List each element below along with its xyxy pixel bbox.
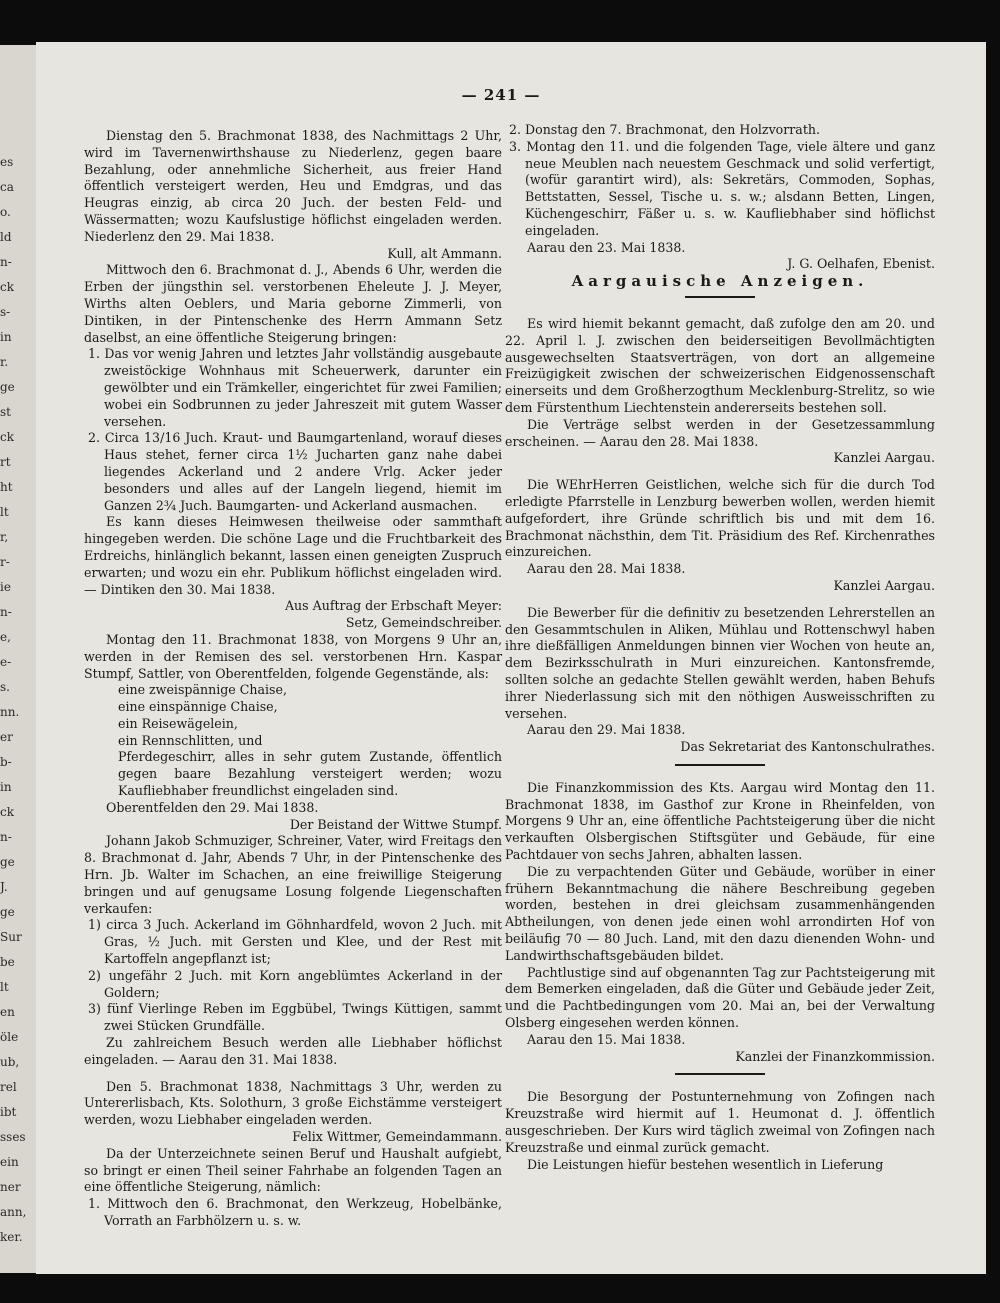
margin-fragment: lt [0, 505, 9, 519]
margin-fragment: ibt [0, 1105, 17, 1119]
left-column-para: Mittwoch den 6. Brachmonat d. J., Abends 6 Uhr, werden die Erben der jüngsthin sel. verstorbenen Eheleute J. J. Meyer, Wirths alten Oeblers, und Maria geborne Zimmerli, von Dintiken, in der Pintenschenke des Herrn Ammann Setz daselbst, an eine öffentliche Steigerung bringen: [84, 262, 502, 345]
left-column-para: Zu zahlreichem Besuch werden alle Liebhaber höflichst eingeladen. — Aarau den 31. Mai 1838. [84, 1035, 502, 1067]
margin-fragment: ge [0, 855, 15, 869]
margin-fragment: ge [0, 905, 15, 919]
left-column-objpara: Pferdegeschirr, alles in sehr gutem Zustande, öffentlich gegen baare Bezahlung versteigert werden; wozu Kaufliebhaber freundlichst eingeladen sind. [118, 749, 502, 799]
margin-fragment: e, [0, 630, 11, 644]
margin-fragment: ein [0, 1155, 19, 1169]
left-column-item: 3) fünf Vierlinge Reben im Eggbübel, Twings Küttigen, sammt zwei Stücken Grundfälle. [88, 1001, 502, 1034]
margin-fragment: en [0, 1005, 15, 1019]
margin-fragment: rel [0, 1080, 17, 1094]
right-column-heading: Aargauische Anzeigen. [571, 272, 869, 291]
spacer [84, 1069, 502, 1079]
right-column-para: Die Besorgung der Postunternehmung von Zofingen nach Kreuzstraße wird hiermit auf 1. Heumonat d. J. öffentlich ausgeschrieben. Der Kurs wird täglich zweimal von Zofingen nach Kreuzstraße und einmal zurück gemacht. [505, 1089, 935, 1155]
right-column-para: Die zu verpachtenden Güter und Gebäude, worüber in einer frühern Bekanntmachung die nähere Beschreibung gegeben worden, bestehen in drei gleichsam zusammenhängenden Abtheilungen, von denen jede einen wohl arrondirten Hof von beiläufig 70 — 80 Juch. Land, mit den dazu dienenden Wohn- und Landwirthschaftsgebäuden bildet. [505, 863, 935, 963]
left-column-obj: eine einspännige Chaise, [118, 699, 278, 715]
margin-fragment: r- [0, 555, 10, 569]
newspaper-page [36, 42, 986, 1274]
left-column-item: 1. Mittwoch den 6. Brachmonat, den Werkzeug, Hobelbänke, Vorrath an Farbhölzern u. s. w. [88, 1196, 502, 1228]
margin-fragment: ht [0, 480, 13, 494]
left-column-sig: Setz, Gemeindschreiber. [345, 615, 502, 631]
right-column [505, 122, 935, 1173]
margin-fragment: o. [0, 205, 11, 219]
right-column-para: Es wird hiemit bekannt gemacht, daß zufolge den am 20. und 22. April l. J. zwischen den beiderseitigen Bevollmächtigten ausgewechselten Staatsverträgen, von dort an allgemeine Freizügigkeit zwischen der schweizerischen Eidgenossenschaft einerseits und dem Großherzogthum Mecklenburg-Strelitz, so wie dem Fürstenthum Liechtenstein andererseits bestehen soll. [505, 315, 935, 415]
left-column-sig: Kull, alt Ammann. [387, 245, 502, 261]
left-column-para: Montag den 11. Brachmonat 1838, von Morgens 9 Uhr an, werden in der Remisen des sel. verstorbenen Hrn. Kaspar Stumpf, Sattler, von Oberentfelden, folgende Gegenstände, als: [84, 631, 502, 681]
left-column-para: Oberentfelden den 29. Mai 1838. [106, 799, 319, 815]
left-column-sig: Felix Wittmer, Gemeindammann. [292, 1129, 502, 1145]
margin-fragment: e- [0, 655, 12, 669]
right-column-para: Aarau den 29. Mai 1838. [527, 722, 686, 738]
right-column-para: Die Bewerber für die definitiv zu besetzenden Lehrerstellen an den Gesammtschulen in Aliken, Mühlau und Rottenschwyl haben ihre dießfälligen Anmeldungen binnen vier Wochen von heute an, dem Bezirksschulrath in Muri einzureichen. Kantonsfremde, sollten solche an gedachte Stellen gewählt werden, haben Behufs ihrer Niederlassung sich mit den nöthigen Ausweisschriften zu versehen. [505, 604, 935, 721]
margin-fragment: be [0, 955, 15, 969]
right-column-sig: Kanzlei Aargau. [833, 450, 935, 466]
margin-fragment: ck [0, 805, 14, 819]
margin-fragment: ld [0, 230, 12, 244]
right-column-para: Aarau den 15. Mai 1838. [527, 1031, 686, 1047]
left-column-obj: ein Reisewägelein, [118, 715, 238, 731]
margin-fragment: s. [0, 680, 10, 694]
right-column-para: Aarau den 28. Mai 1838. [527, 561, 686, 577]
left-column-sig: Der Beistand der Wittwe Stumpf. [289, 816, 502, 832]
margin-fragment: ner [0, 1180, 21, 1194]
right-column-sig: Kanzlei der Finanzkommission. [735, 1048, 935, 1064]
spacer [505, 467, 935, 477]
margin-fragment: st [0, 405, 11, 419]
left-column-item: 1. Das vor wenig Jahren und letztes Jahr vollständig ausgebaute zweistöckige Wohnhaus mit Scheuerwerk, darunter ein gewölbter und ein Trämkeller, eingerichtet für zwei Familien; wobei ein Sodbrunnen zu jeder Jahreszeit mit gutem Wasser versehen. [88, 346, 502, 429]
margin-fragment: ie [0, 580, 11, 594]
divider [685, 296, 755, 298]
right-column-para: Aarau den 23. Mai 1838. [527, 239, 686, 255]
right-column-item: 3. Montag den 11. und die folgenden Tage, viele ältere und ganz neue Meublen nach neuestem Geschmack und solid verfertigt, (wofür garantirt wird), als: Sekretärs, Commoden, Sophas, Bettstatten, Sessel, Tische u. s. w.; alsdann Betten, Lingen, Küchengeschirr, Fäßer u. s. w. Kaufliebhaber sind höflichst eingeladen. [509, 138, 935, 238]
margin-fragment: ann, [0, 1205, 27, 1219]
left-column-obj: eine zweispännige Chaise, [118, 682, 287, 698]
right-column-sig: Kanzlei Aargau. [833, 577, 935, 593]
margin-fragment: r. [0, 355, 9, 369]
right-column-para: Die Leistungen hiefür bestehen wesentlich in Lieferung [527, 1156, 884, 1172]
margin-fragment: sses [0, 1130, 26, 1144]
right-column-para: Die Verträge selbst werden in der Gesetzessammlung erscheinen. — Aarau den 28. Mai 1838. [505, 416, 935, 449]
left-column-para: Da der Unterzeichnete seinen Beruf und Haushalt aufgiebt, so bringt er einen Theil seiner Fahrhabe an folgenden Tagen an eine öffentliche Steigerung, nämlich: [84, 1145, 502, 1195]
previous-page-edge [0, 45, 36, 1273]
margin-fragment: ub, [0, 1055, 20, 1069]
right-column-para: Pachtlustige sind auf obgenannten Tag zur Pachtsteigerung mit dem Bemerken eingeladen, daß die Güter und Gebäude jeder Zeit, und die Pachtbedingungen vom 20. Mai an, bei der Verwaltung Olsberg eingesehen werden können. [505, 964, 935, 1031]
right-column-item: 2. Donstag den 7. Brachmonat, den Holzvorrath. [509, 122, 820, 137]
margin-fragment: s- [0, 305, 11, 319]
margin-fragment: ck [0, 280, 14, 294]
margin-fragment: n- [0, 605, 12, 619]
margin-fragment: öle [0, 1030, 19, 1044]
margin-fragment: nn. [0, 705, 20, 719]
margin-fragment: ck [0, 430, 14, 444]
margin-fragment: in [0, 330, 12, 344]
divider [675, 1073, 765, 1075]
margin-fragment: er [0, 730, 13, 744]
left-column-sig: Aus Auftrag der Erbschaft Meyer: [284, 598, 502, 614]
margin-fragment: Sur [0, 930, 22, 944]
margin-fragment: rt [0, 455, 11, 469]
left-column-para: Johann Jakob Schmuziger, Schreiner, Vater, wird Freitags den 8. Brachmonat d. Jahr, Abends 7 Uhr, in der Pintenschenke des Hrn. Jb. Walter im Schachen, an eine freiwillige Steigerung bringen und auf genugsame Losung folgende Liegenschaften verkaufen: [84, 833, 502, 916]
margin-fragment: b- [0, 755, 12, 769]
margin-fragment: ge [0, 380, 15, 394]
left-column-para: Dienstag den 5. Brachmonat 1838, des Nachmittags 2 Uhr, wird im Tavernenwirthshause zu Niederlenz, gegen baare Bezahlung, oder annehmliche Sicherheit, aus freier Hand öffentlich versteigert werden, Heu und Emdgras, und das Heugras einzig, ab circa 20 Juch. der besten Feld- und Wässermatten; wozu Kaufslustige höflichst eingeladen werden. Niederlenz den 29. Mai 1838. [84, 128, 502, 244]
left-column-item: 1) circa 3 Juch. Ackerland im Göhnhardfeld, wovon 2 Juch. mit Gras, ½ Juch. mit Gersten und Klee, und der Rest mit Kartoffeln angepflanzt ist; [88, 917, 502, 967]
divider [675, 764, 765, 766]
margin-fragment: r, [0, 530, 9, 544]
right-column-sig: J. G. Oelhafen, Ebenist. [787, 256, 935, 272]
spacer [505, 595, 935, 605]
left-column [84, 128, 502, 1230]
margin-fragment: n- [0, 830, 12, 844]
right-column-para: Die Finanzkommission des Kts. Aargau wird Montag den 11. Brachmonat 1838, im Gasthof zur Krone in Rheinfelden, von Morgens 9 Uhr an, eine öffentliche Pachtsteigerung über die nicht verkauften Olsbergischen Stiftsgüter und Gebäude, für eine Pachtdauer von sechs Jahren, abhalten lassen. [505, 779, 935, 863]
margin-fragment: in [0, 780, 12, 794]
margin-fragment: ca [0, 180, 14, 194]
right-column-para: Die WEhrHerren Geistlichen, welche sich für die durch Tod erledigte Pfarrstelle in Lenzburg bewerben wollen, werden hiemit aufgefordert, ihre Gründe schriftlich bis und mit dem 16. Brachmonat nächsthin, dem Tit. Präsidium des Ref. Kirchenrathes einzureichen. [505, 477, 935, 560]
margin-fragment: lt [0, 980, 9, 994]
margin-fragment: n- [0, 255, 12, 269]
left-column-item: 2. Circa 13/16 Juch. Kraut- und Baumgartenland, worauf dieses Haus stehet, ferner circa 1½ Jucharten ganz nahe dabei liegendes Ackerland und 2 andere Vrlg. Acker jeder besonders und alles auf der Langeln liegend, hiemit im Ganzen 2¾ Juch. Baumgarten- und Ackerland ausmachen. [88, 430, 502, 513]
margin-fragment: es [0, 155, 14, 169]
margin-fragment: J. [0, 880, 8, 894]
page-number: — 241 — [461, 86, 541, 104]
left-column-para: Den 5. Brachmonat 1838, Nachmittags 3 Uhr, werden zu Untererlisbach, Kts. Solothurn, 3 große Eichstämme versteigert werden, wozu Liebhaber eingeladen werden. [84, 1078, 502, 1128]
margin-fragment: ker. [0, 1230, 23, 1244]
left-column-item: 2) ungefähr 2 Juch. mit Korn angeblümtes Ackerland in der Goldern; [88, 967, 502, 1000]
left-column-para: Es kann dieses Heimwesen theilweise oder sammthaft hingegeben werden. Die schöne Lage und die Fruchtbarkeit des Erdreichs, hinlänglich bekannt, lassen einen geneigten Zuspruch erwarten; und wozu ein ehr. Publikum höflichst eingeladen wird. — Dintiken den 30. Mai 1838. [84, 514, 502, 597]
right-column-sig: Das Sekretariat des Kantonschulrathes. [680, 739, 935, 755]
left-column-obj: ein Rennschlitten, und [118, 732, 263, 748]
